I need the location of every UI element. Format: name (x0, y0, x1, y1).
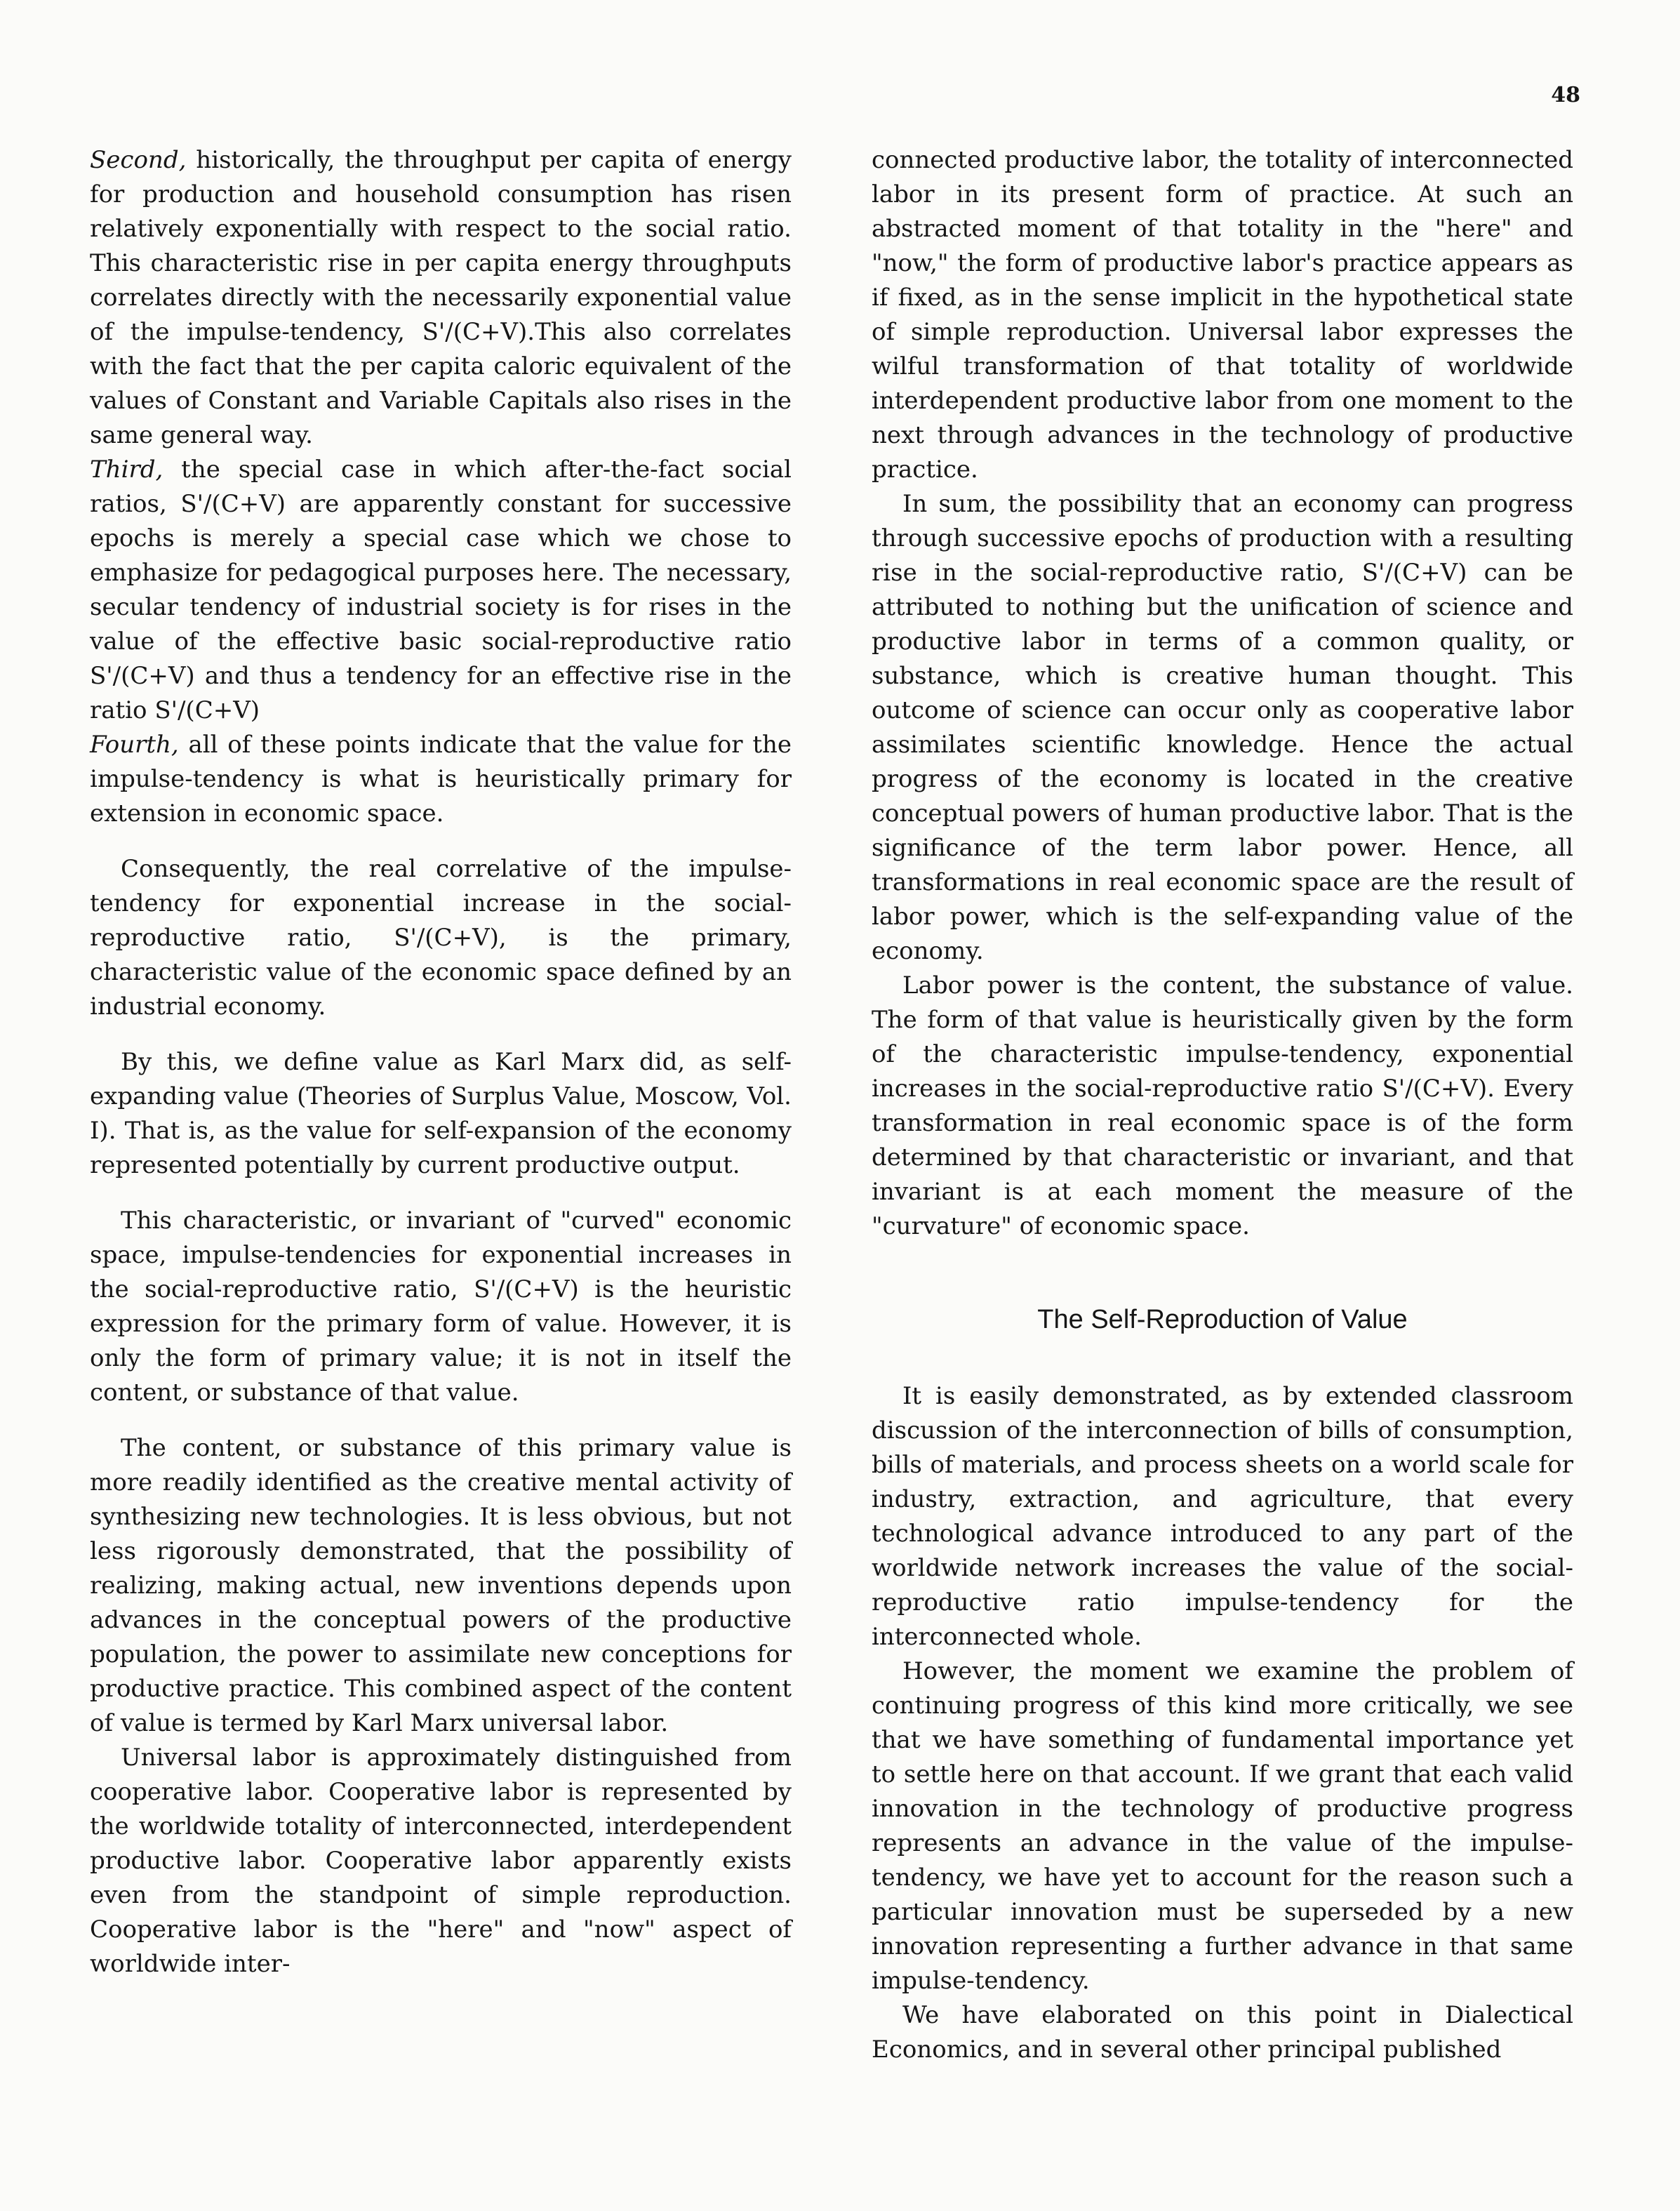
paragraph: The content, or substance of this primary value is more readily identified as the creative mental activity of synthesizing new technologies. It is less obvious, but not less rigorously demonstrated, that the possibility of realizing, making actual, new inventions depends upon advances in the conceptual powers of the productive population, the power to assimilate new conceptions for productive practice. This combined aspect of the content of value is termed by Karl Marx universal labor. (90, 1434, 792, 1737)
paragraph: This characteristic, or invariant of "curved" economic space, impulse-tendencies for exponential increases in the social-reproductive ratio, S'/(C+V) is the heuristic expression for the primary form of value. However, it is only the form of primary value; it is not in itself the content, or substance of that value. (90, 1207, 792, 1407)
paragraph: Fourth, all of these points indicate that the value for the impulse-tendency is what is heuristically primary for extension in economic space. (90, 731, 792, 828)
right-column (872, 143, 1573, 2067)
paragraph-lead: Fourth, (90, 731, 179, 759)
left-column (90, 143, 792, 1981)
paragraph: Second, historically, the throughput per capita of energy for production and household consumption has risen relatively exponentially with respect to the social ratio. This characteristic rise in per capita energy throughputs correlates directly with the necessarily exponential value of the impulse-tendency, S'/(C+V).This also correlates with the fact that the per capita caloric equivalent of the values of Constant and Variable Capitals also rises in the same general way. (90, 146, 792, 449)
paragraph: By this, we define value as Karl Marx did, as self-expanding value (Theories of Surplus Value, Moscow, Vol. I). That is, as the value for self-expansion of the economy represented potentially by current productive output. (90, 1048, 792, 1179)
paragraph: In sum, the possibility that an economy can progress through successive epochs of production with a resulting rise in the social-reproductive ratio, S'/(C+V) can be attributed to nothing but the unification of science and productive labor in terms of a common quality, or substance, which is creative human thought. This outcome of science can occur only as cooperative labor assimilates scientific knowledge. Hence the actual progress of the economy is located in the creative conceptual powers of human productive labor. That is the significance of the term labor power. Hence, all transformations in real economic space are the result of labor power, which is the self-expanding value of the economy. (872, 490, 1573, 965)
paragraph: However, the moment we examine the problem of continuing progress of this kind more critically, we see that we have something of fundamental importance yet to settle here on that account. If we grant that each valid innovation in the technology of productive progress represents an advance in the value of the impulse-tendency, we have yet to account for the reason such a particular innovation must be superseded by a new innovation representing a further advance in that same impulse-tendency. (872, 1657, 1573, 1995)
paragraph: Labor power is the content, the substance of value. The form of that value is heuristically given by the form of the characteristic impulse-tendency, exponential increases in the social-reproductive ratio S'/(C+V). Every transformation in real economic space is of the form determined by that characteristic or invariant, and that invariant is at each moment the measure of the "curvature" of economic space. (872, 971, 1573, 1240)
paragraph-lead: Third, (90, 456, 164, 484)
paragraph: Consequently, the real correlative of the impulse-tendency for exponential increase in the social-reproductive ratio, S'/(C+V), is the primary, characteristic value of the economic space defined by an industrial economy. (90, 855, 792, 1021)
section-heading: The Self-Reproduction of Value (1037, 1305, 1408, 1334)
paragraph: Third, the special case in which after-the-fact social ratios, S'/(C+V) are apparently constant for successive epochs is merely a special case which we chose to emphasize for pedagogical purposes here. The necessary, secular tendency of industrial society is for rises in the value of the effective basic social-reproductive ratio S'/(C+V) and thus a tendency for an effective rise in the ratio S'/(C+V) (90, 456, 792, 724)
page-number: 48 (1551, 83, 1580, 107)
paragraph-lead: Second, (90, 146, 187, 174)
paragraph: It is easily demonstrated, as by extended classroom discussion of the interconnection of bills of consumption, bills of materials, and process sheets on a world scale for industry, extraction, and agriculture, that every technological advance introduced to any part of the worldwide network increases the value of the social-reproductive ratio impulse-tendency for the interconnected whole. (872, 1382, 1573, 1651)
paragraph: We have elaborated on this point in Dialectical Economics, and in several other principal published (872, 2001, 1573, 2064)
paragraph: connected productive labor, the totality of interconnected labor in its present form of practice. At such an abstracted moment of that totality in the "here" and "now," the form of productive labor's practice appears as if fixed, as in the sense implicit in the hypothetical state of simple reproduction. Universal labor expresses the wilful transformation of that totality of worldwide interdependent productive labor from one moment to the next through advances in the technology of productive practice. (872, 146, 1573, 484)
paragraph: Universal labor is approximately distinguished from cooperative labor. Cooperative labor is represented by the worldwide totality of interconnected, interdependent productive labor. Cooperative labor apparently exists even from the standpoint of simple reproduction. Cooperative labor is the "here" and "now" aspect of worldwide inter- (90, 1744, 792, 1978)
